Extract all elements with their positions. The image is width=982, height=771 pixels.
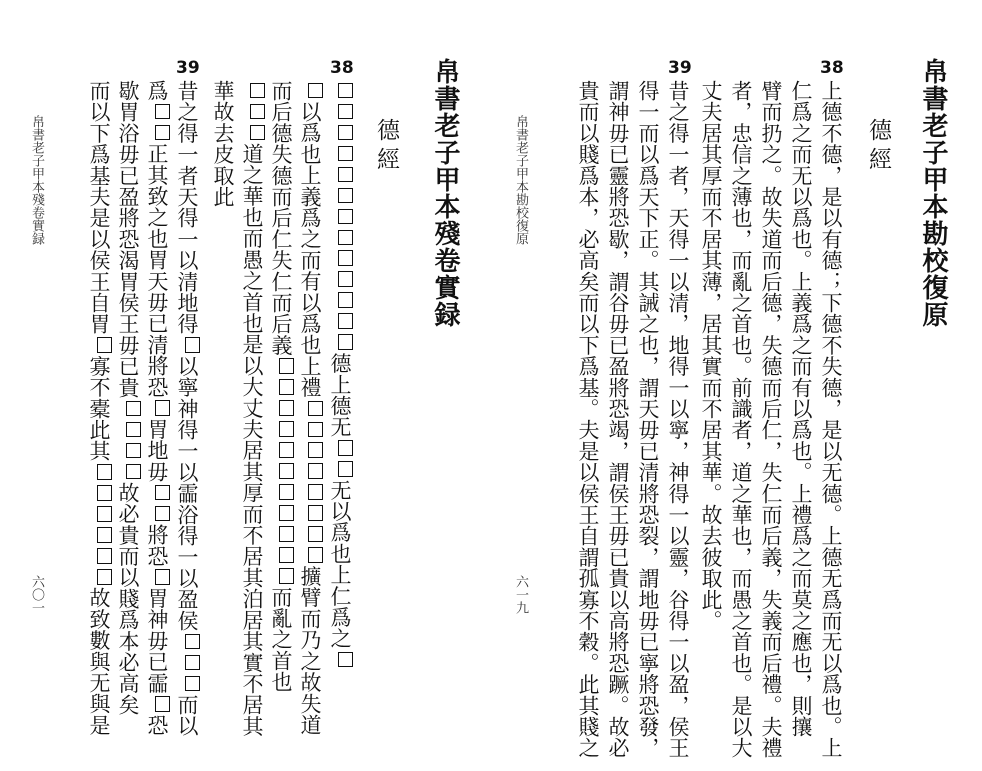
left-page-title: 帛書老子甲本殘卷實録: [430, 58, 460, 328]
lacuna-box: [126, 443, 142, 459]
lacuna-box: [338, 83, 354, 99]
lacuna-box: [97, 569, 113, 585]
right-section-title: 德經: [865, 118, 891, 176]
left-ch38-col: 德上德无无以爲也上仁爲之: [329, 80, 353, 670]
lacuna-box: [308, 422, 324, 438]
lacuna-box: [97, 527, 113, 543]
lacuna-box: [338, 188, 354, 204]
lacuna-box: [155, 506, 171, 522]
lacuna-box: [308, 463, 324, 479]
left-ch39-col: 而以下爲基夫是以侯王自胃寡不橐此其故致數與无與是: [87, 80, 111, 736]
lacuna-box: [338, 440, 354, 456]
lacuna-box: [338, 146, 354, 162]
lacuna-box: [279, 358, 295, 374]
lacuna-box: [185, 655, 201, 671]
lacuna-box: [155, 696, 171, 712]
left-ch39-col: 爲正其致之也胃天毋已清將恐胃地毋將恐胃神毋已霝恐: [145, 80, 169, 736]
lacuna-box: [308, 83, 324, 99]
lacuna-box: [279, 379, 295, 395]
lacuna-box: [250, 104, 266, 120]
lacuna-box: [338, 461, 354, 477]
right-page-header: 帛書老子甲本勘校復原: [513, 115, 528, 245]
left-ch39-col: 昔之得一者天得一以清地得以寧神得一以霝浴得一以盈侯而以: [175, 80, 199, 737]
right-ch38-col: 丈夫居其厚而不居其薄，居其實而不居其華。故去彼取此。: [699, 80, 723, 632]
left-ch38-col: 華故去皮取此: [211, 80, 235, 208]
lacuna-box: [308, 526, 324, 542]
right-ch38-col: 者，忠信之薄也，而亂之首也。前識者，道之華也，而愚之首也。是以大: [729, 80, 753, 759]
lacuna-box: [308, 401, 324, 417]
lacuna-box: [97, 506, 113, 522]
lacuna-box: [126, 401, 142, 417]
right-page-title: 帛書老子甲本勘校復原: [918, 58, 948, 328]
left-page-header: 帛書老子甲本殘卷實録: [29, 115, 44, 245]
right-ch39-col: 貴而以賤爲本，必高矣而以下爲基。夫是以侯王自謂孤寡不穀。此其賤之: [576, 80, 600, 759]
lacuna-box: [97, 464, 113, 480]
right-ch38-col: 仁爲之而无以爲也。上義爲之而有以爲也。上禮爲之而莫之應也，則攘: [789, 80, 813, 738]
lacuna-box: [338, 104, 354, 120]
lacuna-box: [155, 125, 171, 141]
lacuna-box: [250, 83, 266, 99]
right-ch38-col: 臂而扔之。故失道而后德，失德而后仁，失仁而后義，失義而后禮。夫禮: [759, 80, 783, 759]
lacuna-box: [279, 547, 295, 563]
left-ch38-col: 而后德失德而后仁失仁而后義而亂之首也: [269, 80, 293, 693]
lacuna-box: [338, 209, 354, 225]
lacuna-box: [338, 167, 354, 183]
lacuna-box: [338, 230, 354, 246]
lacuna-box: [279, 400, 295, 416]
right-page-number: 六一九: [513, 575, 528, 614]
left-page-number: 六〇一: [29, 575, 44, 614]
right-ch38-col: 上德不德，是以有德；下德不失德，是以无德。上德无爲而无以爲也。上: [819, 80, 843, 759]
right-ch39-col: 謂神毋已靈將恐歇，謂谷毋已盈將恐竭，謂侯王毋已貴以高將恐蹶。故必: [606, 80, 630, 759]
lacuna-box: [308, 547, 324, 563]
lacuna-box: [250, 125, 266, 141]
lacuna-box: [97, 548, 113, 564]
lacuna-box: [338, 271, 354, 287]
lacuna-box: [308, 484, 324, 500]
lacuna-box: [155, 569, 171, 585]
right-ch39-col: 昔之得一者，天得一以清，地得一以寧，神得一以靈，谷得一以盈，侯王: [666, 80, 690, 759]
right-ch39-col: 得一而以爲天下正。其誡之也，謂天毋已清將恐裂，謂地毋已寧將恐發，: [636, 80, 660, 759]
lacuna-box: [279, 526, 295, 542]
lacuna-box: [338, 125, 354, 141]
lacuna-box: [97, 485, 113, 501]
lacuna-box: [185, 337, 201, 353]
lacuna-box: [126, 464, 142, 480]
lacuna-box: [279, 463, 295, 479]
lacuna-box: [279, 442, 295, 458]
lacuna-box: [279, 484, 295, 500]
lacuna-box: [279, 421, 295, 437]
lacuna-box: [155, 104, 171, 120]
lacuna-box: [155, 400, 171, 416]
right-chapter-39-number: 39: [668, 58, 692, 78]
left-ch38-col: 以爲也上義爲之而有以爲也上禮擴臂而乃之故失道: [299, 80, 323, 735]
lacuna-box: [97, 337, 113, 353]
right-chapter-38-number: 38: [820, 58, 844, 78]
lacuna-box: [126, 422, 142, 438]
left-ch38-col: 道之華也而愚之首也是以大丈夫居其厚而不居其泊居其實不居其: [241, 80, 265, 737]
lacuna-box: [279, 568, 295, 584]
lacuna-box: [338, 334, 354, 350]
lacuna-box: [338, 313, 354, 329]
lacuna-box: [308, 505, 324, 521]
left-ch39-col: 歇胃浴毋已盈將恐渴胃侯王毋已貴故必貴而以賤爲本必高矣: [116, 80, 140, 716]
lacuna-box: [338, 652, 354, 668]
left-section-title: 德經: [373, 118, 399, 176]
lacuna-box: [338, 250, 354, 266]
lacuna-box: [338, 292, 354, 308]
left-chapter-38-number: 38: [330, 58, 354, 78]
lacuna-box: [279, 505, 295, 521]
lacuna-box: [308, 442, 324, 458]
left-chapter-39-number: 39: [176, 58, 200, 78]
lacuna-box: [185, 676, 201, 692]
lacuna-box: [155, 485, 171, 501]
lacuna-box: [185, 634, 201, 650]
